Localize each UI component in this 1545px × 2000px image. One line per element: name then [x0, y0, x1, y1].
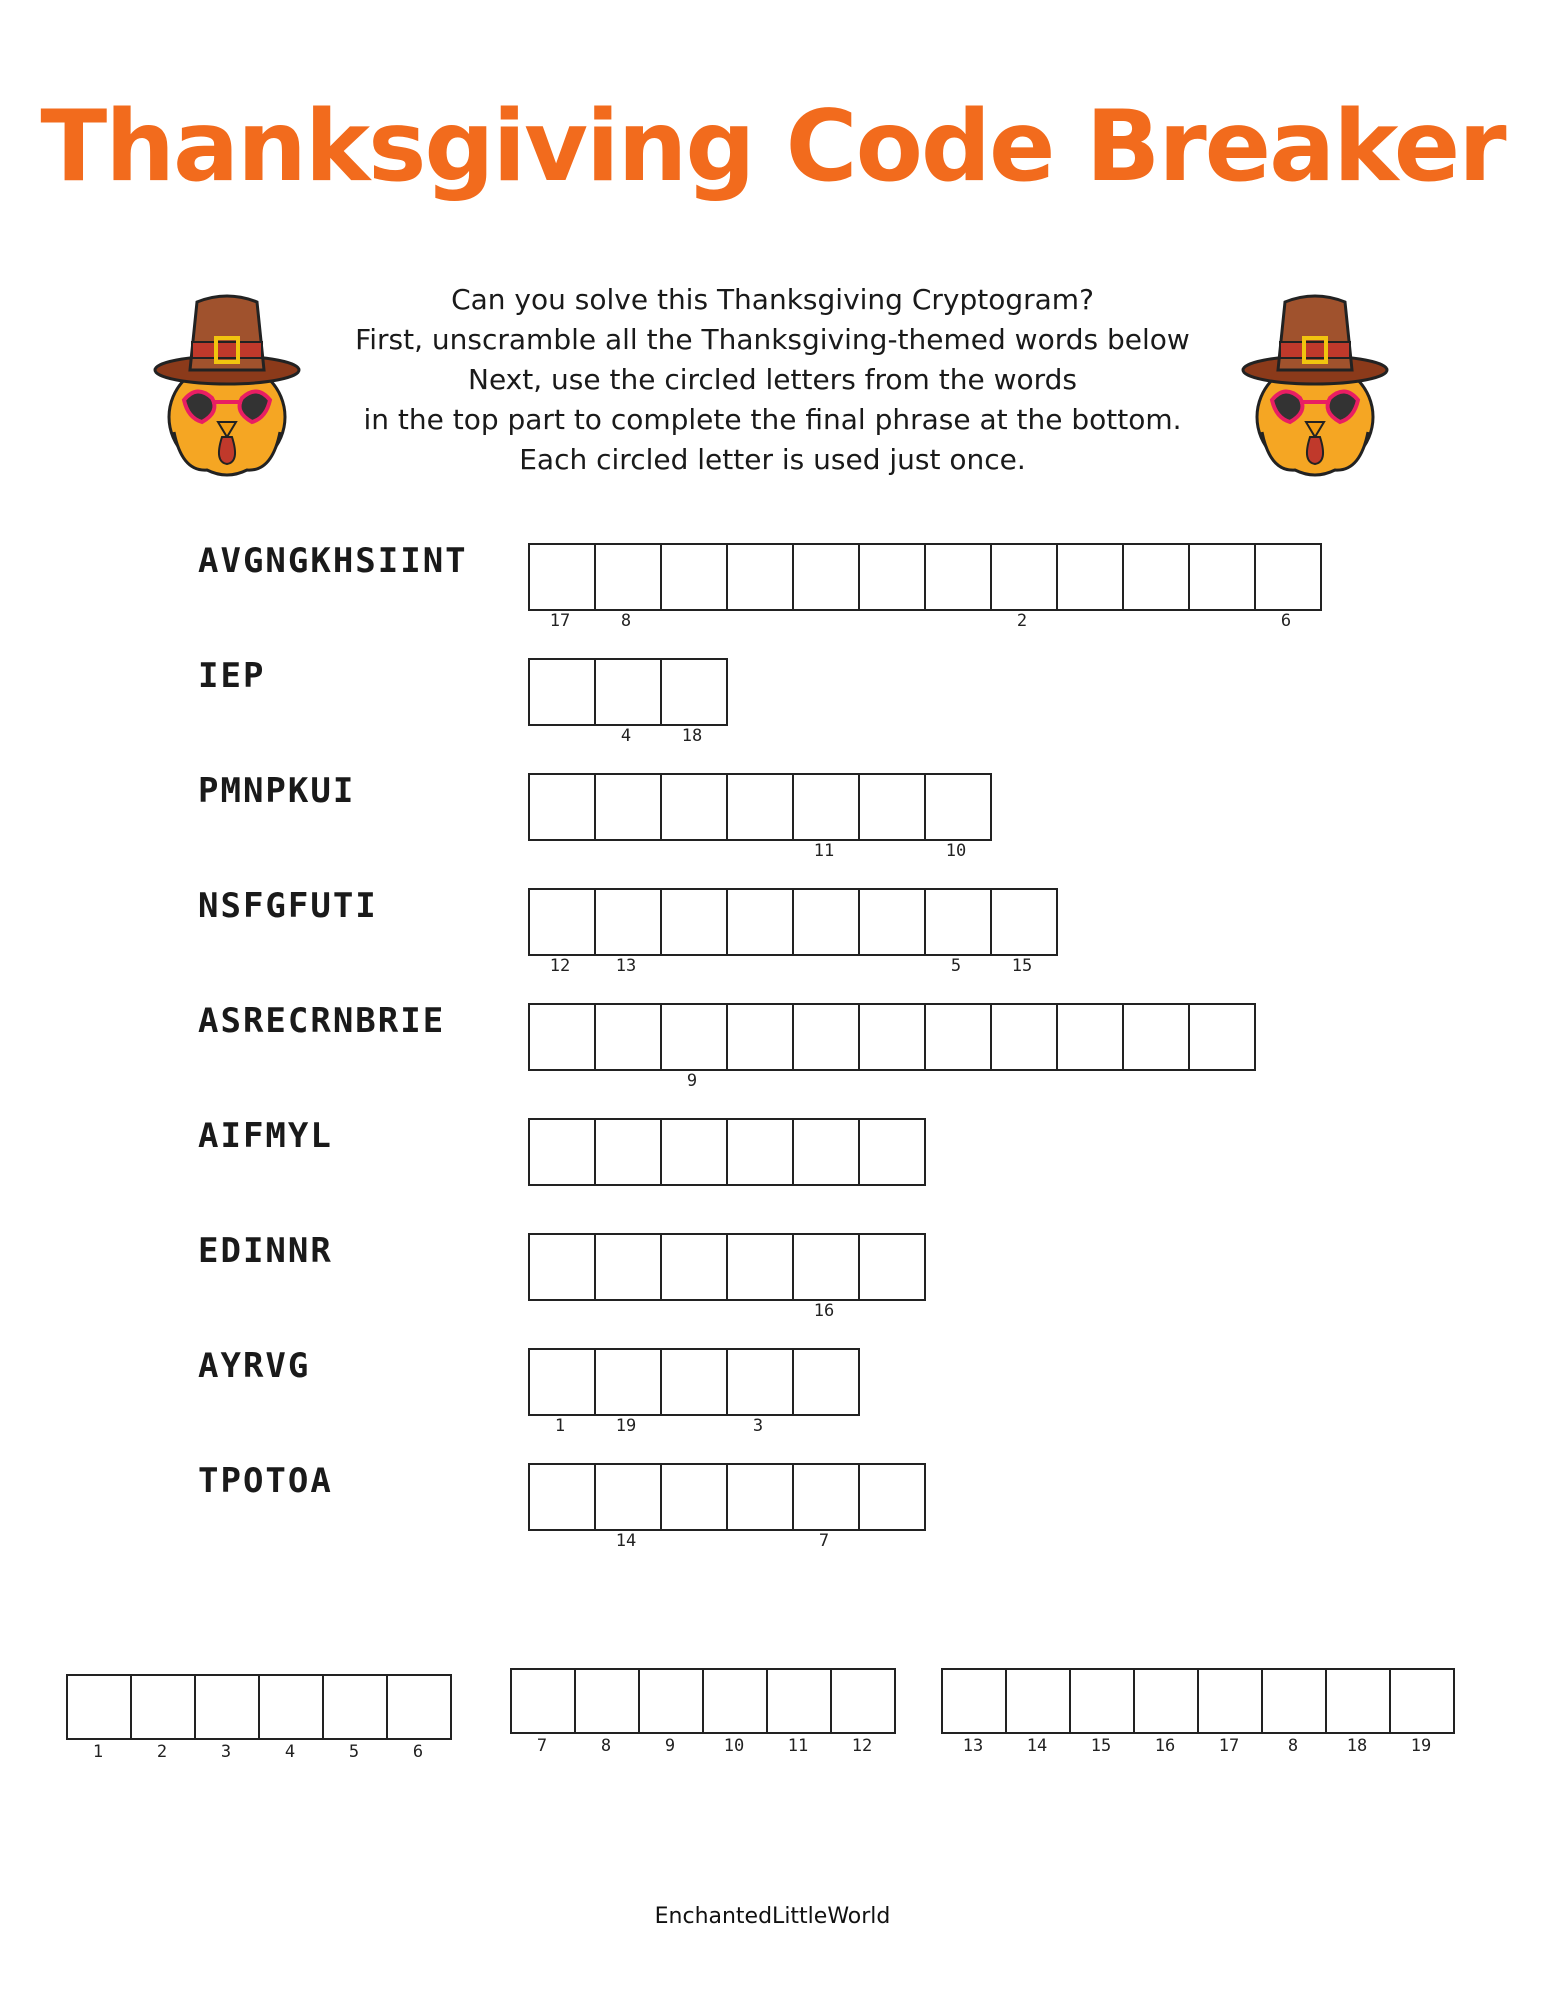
instruction-line: Each circled letter is used just once. [519, 443, 1026, 476]
letter-box[interactable] [594, 1003, 662, 1071]
final-letter-index: 11 [787, 1736, 809, 1756]
puzzle-row [0, 1118, 1545, 1228]
letter-box[interactable] [1188, 1003, 1256, 1071]
letter-box[interactable] [1188, 543, 1256, 611]
final-letter-box[interactable] [66, 1674, 132, 1762]
letter-box[interactable] [990, 888, 1058, 976]
letter-box[interactable] [660, 888, 728, 956]
final-letter-box[interactable] [766, 1668, 832, 1756]
final-letter-box[interactable] [941, 1668, 1007, 1756]
final-letter-index: 3 [220, 1742, 232, 1762]
final-letter-box[interactable] [194, 1674, 260, 1762]
letter-box[interactable] [528, 1348, 596, 1436]
final-letter-box[interactable] [638, 1668, 704, 1756]
turkey-pilgrim-icon [152, 282, 302, 482]
letter-index: 3 [752, 1416, 764, 1436]
final-letter-index: 2 [156, 1742, 168, 1762]
page-title: Thanksgiving Code Breaker [40, 90, 1505, 204]
letter-box[interactable] [726, 773, 794, 841]
letter-box[interactable] [528, 1003, 596, 1071]
letter-box[interactable] [594, 1118, 662, 1186]
final-letter-box[interactable] [1325, 1668, 1391, 1756]
final-word-1 [66, 1674, 450, 1762]
final-letter-box[interactable] [130, 1674, 196, 1762]
puzzle-row [0, 1463, 1545, 1573]
letter-box[interactable] [660, 773, 728, 841]
answer-boxes [528, 543, 1320, 631]
letter-box[interactable] [924, 773, 992, 861]
final-letter-box[interactable] [1389, 1668, 1455, 1756]
final-letter-box[interactable] [258, 1674, 324, 1762]
letter-box[interactable] [594, 658, 662, 746]
footer-credit: EnchantedLittleWorld [654, 1904, 891, 1929]
answer-boxes [528, 658, 726, 746]
letter-box[interactable] [660, 1348, 728, 1416]
letter-index: 13 [615, 956, 637, 976]
final-letter-index: 7 [536, 1736, 548, 1756]
scrambled-word: ASRECRNBRIE [198, 1001, 446, 1041]
letter-box[interactable] [792, 1463, 860, 1551]
letter-box[interactable] [792, 1003, 860, 1071]
instructions [340, 280, 1205, 480]
letter-box[interactable] [726, 1463, 794, 1531]
letter-index: 17 [549, 611, 571, 631]
scrambled-word: AYRVG [198, 1346, 311, 1386]
letter-box[interactable] [792, 543, 860, 611]
letter-index: 12 [549, 956, 571, 976]
final-letter-box[interactable] [1069, 1668, 1135, 1756]
letter-box[interactable] [594, 543, 662, 631]
letter-box[interactable] [792, 1233, 860, 1321]
letter-box[interactable] [924, 543, 992, 611]
puzzle-row [0, 773, 1545, 883]
letter-box[interactable] [858, 1463, 926, 1531]
letter-box[interactable] [858, 1233, 926, 1301]
answer-boxes [528, 1118, 924, 1186]
scrambled-word: EDINNR [198, 1231, 333, 1271]
final-letter-index: 12 [851, 1736, 873, 1756]
final-letter-box[interactable] [574, 1668, 640, 1756]
final-letter-index: 17 [1218, 1736, 1240, 1756]
letter-box[interactable] [792, 1348, 860, 1416]
puzzle-row [0, 658, 1545, 768]
final-letter-box[interactable] [1005, 1668, 1071, 1756]
puzzle-row [0, 1003, 1545, 1113]
letter-index: 14 [615, 1531, 637, 1551]
letter-box[interactable] [1056, 543, 1124, 611]
scrambled-word: AVGNGKHSIINT [198, 541, 468, 581]
answer-boxes [528, 1348, 858, 1436]
letter-box[interactable] [924, 1003, 992, 1071]
scrambled-word: PMNPKUI [198, 771, 356, 811]
letter-box[interactable] [528, 1118, 596, 1186]
letter-box[interactable] [660, 1233, 728, 1301]
letter-box[interactable] [1122, 543, 1190, 611]
letter-box[interactable] [792, 773, 860, 861]
letter-index: 2 [1016, 611, 1028, 631]
final-letter-index: 5 [348, 1742, 360, 1762]
final-word-3 [941, 1668, 1453, 1756]
scrambled-word: NSFGFUTI [198, 886, 378, 926]
instruction-line: First, unscramble all the Thanksgiving-themed words below [355, 323, 1190, 356]
final-letter-box[interactable] [1261, 1668, 1327, 1756]
final-letter-box[interactable] [1133, 1668, 1199, 1756]
final-letter-box[interactable] [386, 1674, 452, 1762]
letter-index: 15 [1011, 956, 1033, 976]
letter-index: 11 [813, 841, 835, 861]
final-letter-index: 18 [1346, 1736, 1368, 1756]
final-letter-index: 13 [962, 1736, 984, 1756]
final-letter-index: 9 [664, 1736, 676, 1756]
final-letter-index: 6 [412, 1742, 424, 1762]
letter-box[interactable] [792, 888, 860, 956]
answer-boxes [528, 773, 990, 861]
letter-box[interactable] [660, 543, 728, 611]
letter-index: 8 [620, 611, 632, 631]
letter-box[interactable] [528, 543, 596, 631]
letter-box[interactable] [726, 1003, 794, 1071]
final-letter-index: 10 [723, 1736, 745, 1756]
letter-box[interactable] [726, 543, 794, 611]
final-letter-box[interactable] [1197, 1668, 1263, 1756]
answer-boxes [528, 1233, 924, 1321]
letter-box[interactable] [660, 1003, 728, 1091]
answer-boxes [528, 888, 1056, 976]
final-letter-index: 4 [284, 1742, 296, 1762]
final-letter-box[interactable] [702, 1668, 768, 1756]
letter-index: 10 [945, 841, 967, 861]
scrambled-word: IEP [198, 656, 266, 696]
letter-box[interactable] [660, 658, 728, 746]
letter-box[interactable] [726, 1348, 794, 1436]
letter-box[interactable] [858, 1118, 926, 1186]
letter-box[interactable] [858, 888, 926, 956]
letter-box[interactable] [858, 1003, 926, 1071]
letter-box[interactable] [528, 888, 596, 976]
letter-index: 9 [686, 1071, 698, 1091]
letter-box[interactable] [660, 1118, 728, 1186]
letter-box[interactable] [528, 658, 596, 726]
scrambled-word: AIFMYL [198, 1116, 333, 1156]
letter-index: 18 [681, 726, 703, 746]
letter-index: 5 [950, 956, 962, 976]
letter-box[interactable] [528, 773, 596, 841]
letter-box[interactable] [924, 888, 992, 976]
letter-box[interactable] [660, 1463, 728, 1531]
instruction-line: in the top part to complete the final phrase at the bottom. [363, 403, 1182, 436]
final-letter-index: 1 [92, 1742, 104, 1762]
letter-box[interactable] [594, 888, 662, 976]
letter-box[interactable] [1122, 1003, 1190, 1071]
instruction-line: Next, use the circled letters from the words [468, 363, 1077, 396]
letter-index: 4 [620, 726, 632, 746]
final-letter-index: 19 [1410, 1736, 1432, 1756]
final-letter-index: 8 [1287, 1736, 1299, 1756]
final-letter-index: 8 [600, 1736, 612, 1756]
letter-box[interactable] [594, 1348, 662, 1436]
letter-box[interactable] [726, 1233, 794, 1301]
answer-boxes [528, 1463, 924, 1551]
final-letter-box[interactable] [830, 1668, 896, 1756]
letter-box[interactable] [594, 1463, 662, 1551]
letter-index: 6 [1280, 611, 1292, 631]
letter-box[interactable] [792, 1118, 860, 1186]
letter-box[interactable] [528, 1233, 596, 1301]
letter-box[interactable] [858, 543, 926, 611]
letter-index: 16 [813, 1301, 835, 1321]
letter-box[interactable] [858, 773, 926, 841]
letter-box[interactable] [1254, 543, 1322, 631]
final-letter-box[interactable] [510, 1668, 576, 1756]
puzzle-row [0, 543, 1545, 653]
letter-index: 1 [554, 1416, 566, 1436]
puzzle-row [0, 1348, 1545, 1458]
letter-index: 19 [615, 1416, 637, 1436]
final-letter-index: 15 [1090, 1736, 1112, 1756]
final-word-2 [510, 1668, 894, 1756]
puzzle-row [0, 888, 1545, 998]
letter-box[interactable] [594, 773, 662, 841]
answer-boxes [528, 1003, 1254, 1091]
letter-box[interactable] [990, 543, 1058, 631]
letter-box[interactable] [726, 1118, 794, 1186]
turkey-pilgrim-icon [1240, 282, 1390, 482]
scrambled-word: TPOTOA [198, 1461, 333, 1501]
final-letter-box[interactable] [322, 1674, 388, 1762]
letter-index: 7 [818, 1531, 830, 1551]
letter-box[interactable] [594, 1233, 662, 1301]
final-letter-index: 16 [1154, 1736, 1176, 1756]
letter-box[interactable] [528, 1463, 596, 1531]
puzzle-row [0, 1233, 1545, 1343]
letter-box[interactable] [1056, 1003, 1124, 1071]
letter-box[interactable] [990, 1003, 1058, 1071]
final-letter-index: 14 [1026, 1736, 1048, 1756]
instruction-line: Can you solve this Thanksgiving Cryptogram? [451, 283, 1094, 316]
letter-box[interactable] [726, 888, 794, 956]
